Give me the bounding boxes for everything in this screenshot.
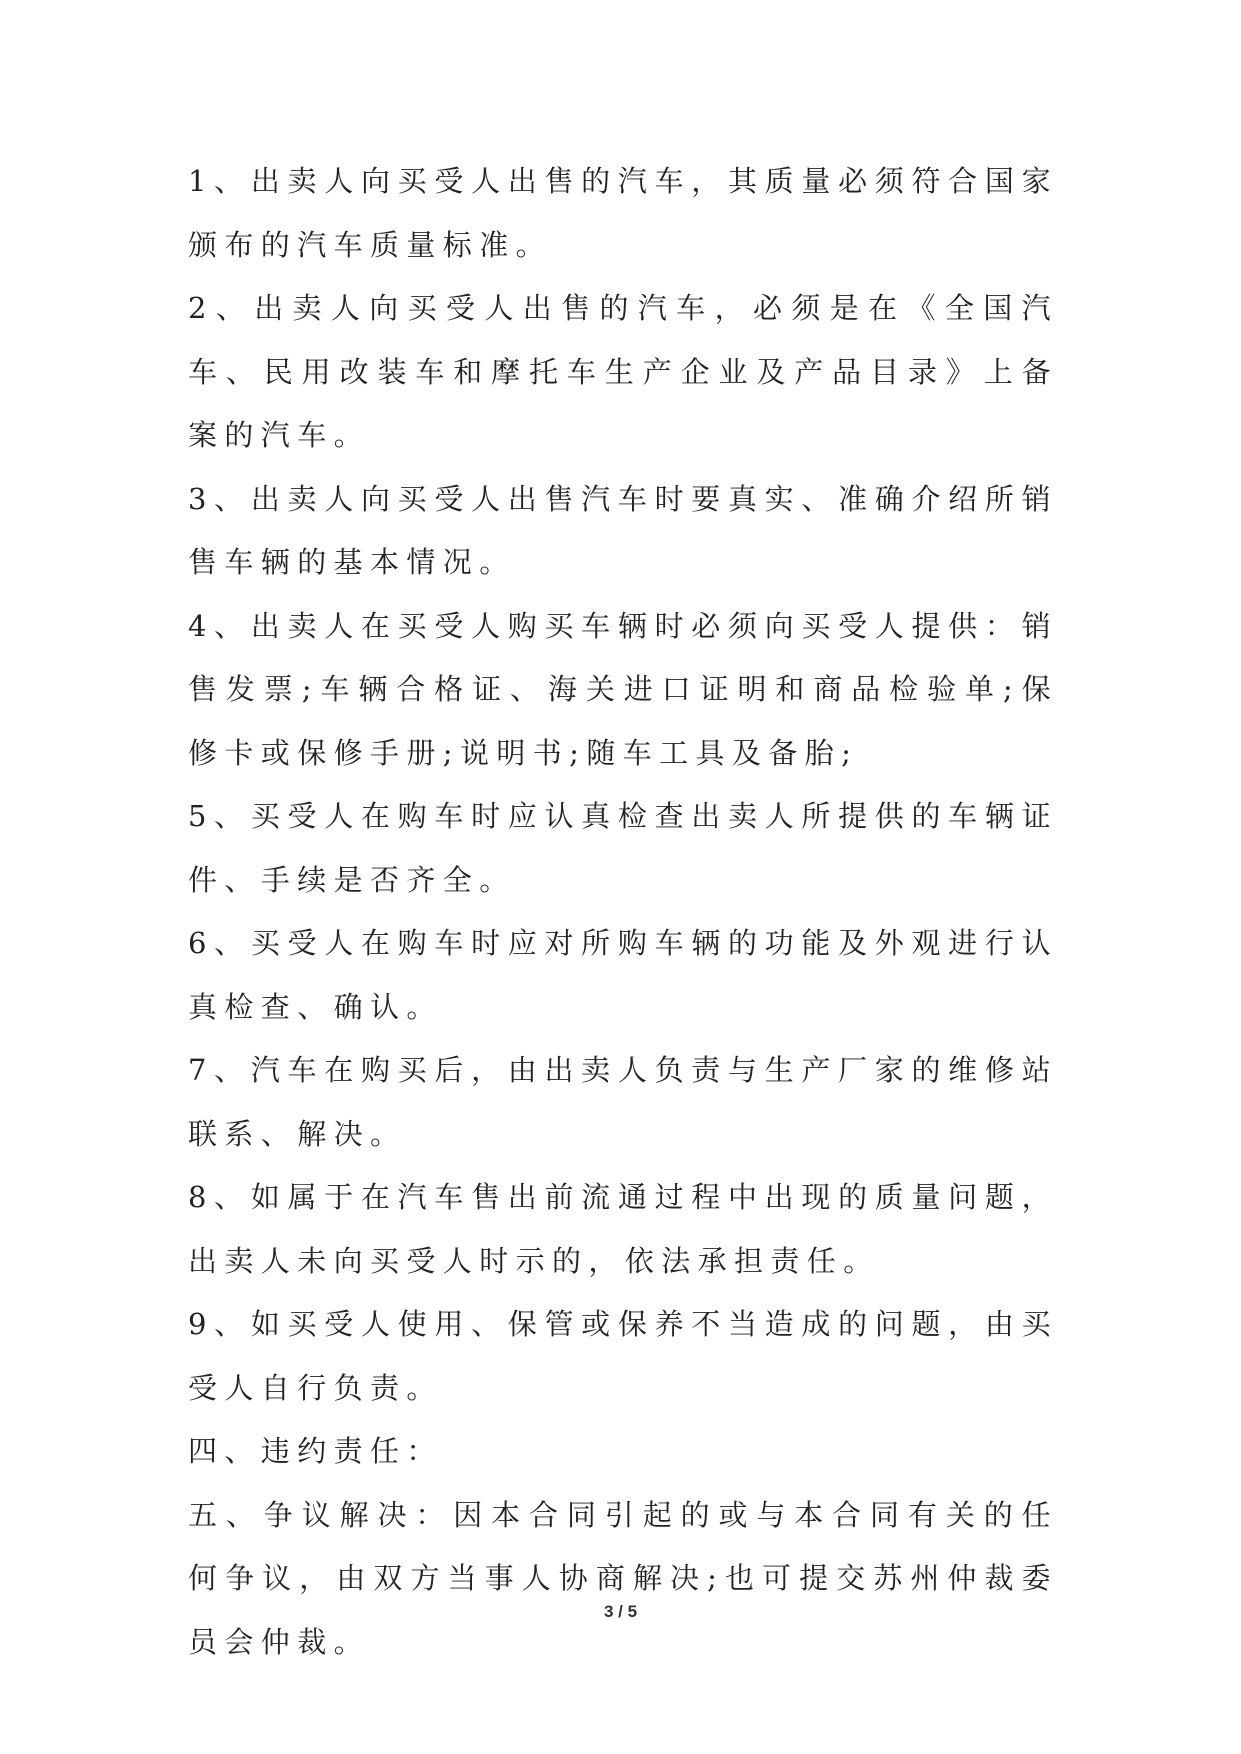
section-dispute-resolution: 五、争议解决：因本合同引起的或与本合同有关的任何争议，由双方当事人协商解决;也可提交苏州仲裁委员会仲裁。 bbox=[188, 1497, 1058, 1659]
clause-3: 3、出卖人向买受人出售汽车时要真实、准确介绍所销售车辆的基本情况。 bbox=[188, 481, 1058, 579]
clause-1: 1、出卖人向买受人出售的汽车，其质量必须符合国家颁布的汽车质量标准。 bbox=[188, 164, 1058, 262]
clause-9: 9、如买受人使用、保管或保养不当造成的问题，由买受人自行负责。 bbox=[188, 1307, 1058, 1405]
clause-8: 8、如属于在汽车售出前流通过程中出现的质量问题，出卖人未向买受人时示的，依法承担责任。 bbox=[188, 1180, 1058, 1278]
clause-6: 6、买受人在购车时应对所购车辆的功能及外观进行认真检查、确认。 bbox=[188, 926, 1058, 1024]
clause-4: 4、出卖人在买受人购买车辆时必须向买受人提供：销售发票;车辆合格证、海关进口证明和商品检验单;保修卡或保修手册;说明书;随车工具及备胎; bbox=[188, 608, 1058, 770]
clause-7: 7、汽车在购买后，由出卖人负责与生产厂家的维修站联系、解决。 bbox=[188, 1053, 1058, 1151]
clause-2: 2、出卖人向买受人出售的汽车，必须是在《全国汽车、民用改装车和摩托车生产企业及产品目录》上备案的汽车。 bbox=[188, 291, 1058, 452]
document-body bbox=[188, 150, 1058, 1674]
page-number: 3 / 5 bbox=[603, 1602, 638, 1621]
section-breach-liability: 四、违约责任： bbox=[188, 1434, 443, 1468]
clause-5: 5、买受人在购车时应认真检查出卖人所提供的车辆证件、手续是否齐全。 bbox=[188, 799, 1058, 897]
